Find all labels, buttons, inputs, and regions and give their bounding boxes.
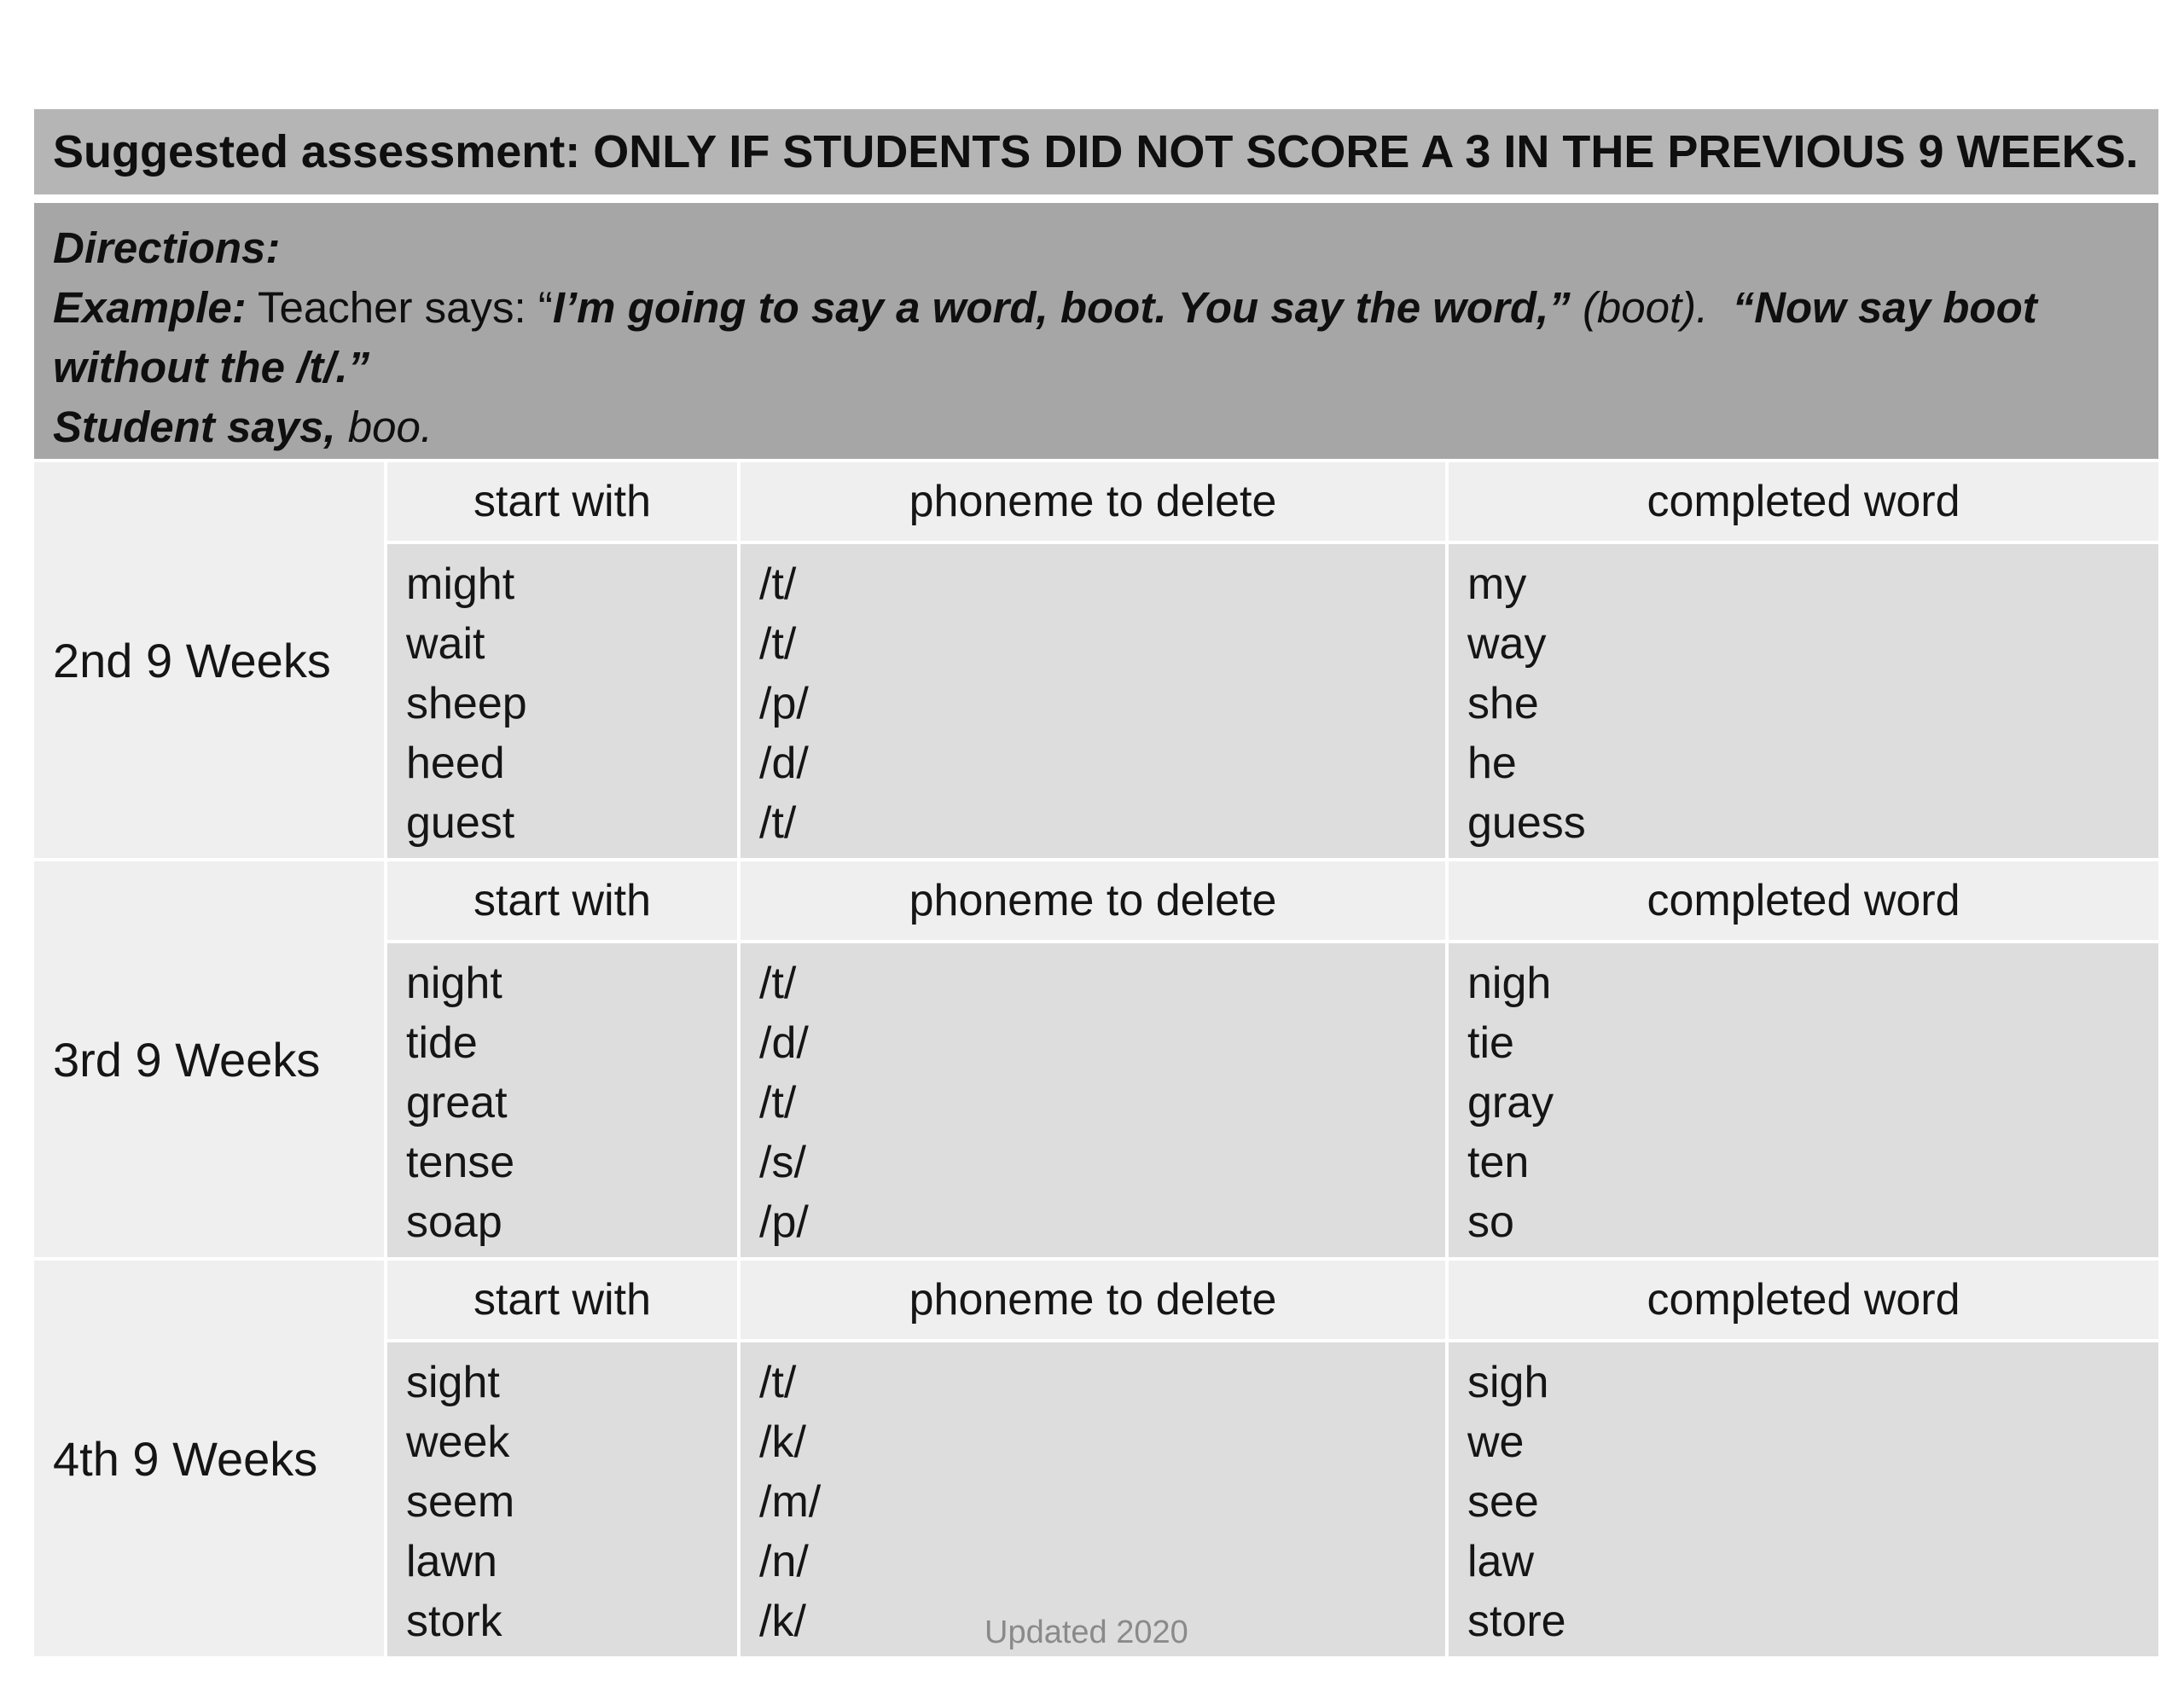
completed-word: tie [1467, 1018, 1514, 1068]
phoneme-item: /s/ [759, 1138, 806, 1187]
phoneme-item: /m/ [759, 1477, 822, 1527]
start-word: lawn [406, 1537, 497, 1586]
start-word: tide [406, 1018, 478, 1068]
assessment-header [34, 109, 2158, 194]
directions-title-line [53, 218, 2140, 278]
phoneme-list [759, 554, 1445, 853]
start-word: week [406, 1417, 510, 1467]
week-label-text: 3rd 9 Weeks [53, 1032, 321, 1087]
completed-word: ten [1467, 1138, 1530, 1187]
phoneme-item: /t/ [759, 798, 797, 848]
start-word: might [406, 559, 515, 609]
start-word: great [406, 1078, 508, 1128]
phoneme-item: /d/ [759, 739, 809, 788]
completed-word: see [1467, 1477, 1539, 1527]
example-quote-1: I’m going to say a word, boot. You say the word,” [552, 283, 1571, 332]
week-table [387, 462, 2158, 858]
header-start-with: start with [387, 1261, 737, 1339]
phoneme-item: /k/ [759, 1417, 806, 1467]
start-word: sight [406, 1358, 500, 1407]
example-line [53, 278, 2140, 338]
completed-word-cell [1449, 1342, 2158, 1656]
completed-list [1467, 954, 2158, 1252]
header-completed-word: completed word [1449, 861, 2158, 940]
start-with-cell [387, 943, 737, 1257]
start-with-cell [387, 544, 737, 858]
completed-word-cell [1449, 943, 2158, 1257]
header-phoneme-to-delete: phoneme to delete [741, 462, 1445, 541]
phoneme-item: /p/ [759, 1197, 809, 1247]
word-rows [387, 943, 2158, 1257]
assessment-sheet [34, 109, 2158, 1656]
phoneme-item: /t/ [759, 1358, 797, 1407]
header-phoneme-to-delete: phoneme to delete [741, 1261, 1445, 1339]
phoneme-item: /p/ [759, 679, 809, 728]
start-word: night [406, 959, 502, 1008]
start-word: stork [406, 1597, 502, 1646]
completed-word: so [1467, 1197, 1514, 1247]
phoneme-list [759, 954, 1445, 1252]
week-block-3 [34, 861, 2158, 1257]
directions-box [34, 203, 2158, 459]
student-word: boo. [347, 403, 433, 451]
completed-word: way [1467, 619, 1547, 669]
completed-word: nigh [1467, 959, 1552, 1008]
completed-word: store [1467, 1597, 1566, 1646]
header-instruction: ONLY IF STUDENTS DID NOT SCORE A 3 IN THE PREVIOUS 9 WEEKS. [593, 126, 2139, 177]
start-list [406, 1353, 737, 1651]
header-phoneme-to-delete: phoneme to delete [741, 861, 1445, 940]
example-quote-2: “Now say boot [1732, 283, 2037, 332]
completed-word: gray [1467, 1078, 1554, 1128]
week-table [387, 1261, 2158, 1656]
completed-word: he [1467, 739, 1517, 788]
completed-word: my [1467, 559, 1527, 609]
start-word: sheep [406, 679, 527, 728]
student-line [53, 397, 2140, 457]
phoneme-item: /d/ [759, 1018, 809, 1068]
example-label: Example: [53, 283, 247, 332]
week-block-4 [34, 1261, 2158, 1656]
header-start-with: start with [387, 861, 737, 940]
completed-word-cell [1449, 544, 2158, 858]
phoneme-item: /n/ [759, 1537, 809, 1586]
phoneme-item: /t/ [759, 1078, 797, 1128]
week-label [34, 1261, 384, 1656]
phoneme-item: /t/ [759, 559, 797, 609]
week-label-text: 2nd 9 Weeks [53, 633, 331, 687]
weeks-table [34, 462, 2158, 1656]
student-prefix: Student says, [53, 403, 336, 451]
header-completed-word: completed word [1449, 462, 2158, 541]
completed-word: law [1467, 1537, 1535, 1586]
word-rows [387, 1342, 2158, 1656]
header-start-with: start with [387, 462, 737, 541]
completed-list [1467, 554, 2158, 853]
example-paren: (boot). [1582, 283, 1709, 332]
week-block-2 [34, 462, 2158, 858]
completed-list [1467, 1353, 2158, 1651]
phoneme-item: /k/ [759, 1597, 806, 1646]
completed-word: we [1467, 1417, 1525, 1467]
column-header-row [387, 1261, 2158, 1339]
week-table [387, 861, 2158, 1257]
completed-word: guess [1467, 798, 1586, 848]
phoneme-item: /t/ [759, 619, 797, 669]
start-word: wait [406, 619, 485, 669]
completed-word: sigh [1467, 1358, 1549, 1407]
phoneme-cell [741, 1342, 1445, 1656]
header-prefix: Suggested assessment: [53, 126, 581, 177]
phoneme-cell [741, 544, 1445, 858]
example-line-2 [53, 338, 2140, 397]
start-word: soap [406, 1197, 502, 1247]
header-completed-word: completed word [1449, 1261, 2158, 1339]
week-label-text: 4th 9 Weeks [53, 1431, 318, 1486]
week-label [34, 861, 384, 1257]
example-teacher-says: Teacher says: “ [258, 283, 553, 332]
phoneme-item: /t/ [759, 959, 797, 1008]
updated-note: Updated 2020 [985, 1615, 1188, 1650]
directions-title: Directions: [53, 223, 281, 272]
week-label [34, 462, 384, 858]
start-word: heed [406, 739, 505, 788]
word-rows [387, 544, 2158, 858]
column-header-row [387, 462, 2158, 541]
start-list [406, 554, 737, 853]
start-word: tense [406, 1138, 515, 1187]
start-word: guest [406, 798, 515, 848]
column-header-row [387, 861, 2158, 940]
completed-word: she [1467, 679, 1539, 728]
start-list [406, 954, 737, 1252]
phoneme-cell [741, 943, 1445, 1257]
example-quote-3: without the /t/.” [53, 343, 370, 391]
start-with-cell [387, 1342, 737, 1656]
start-word: seem [406, 1477, 515, 1527]
